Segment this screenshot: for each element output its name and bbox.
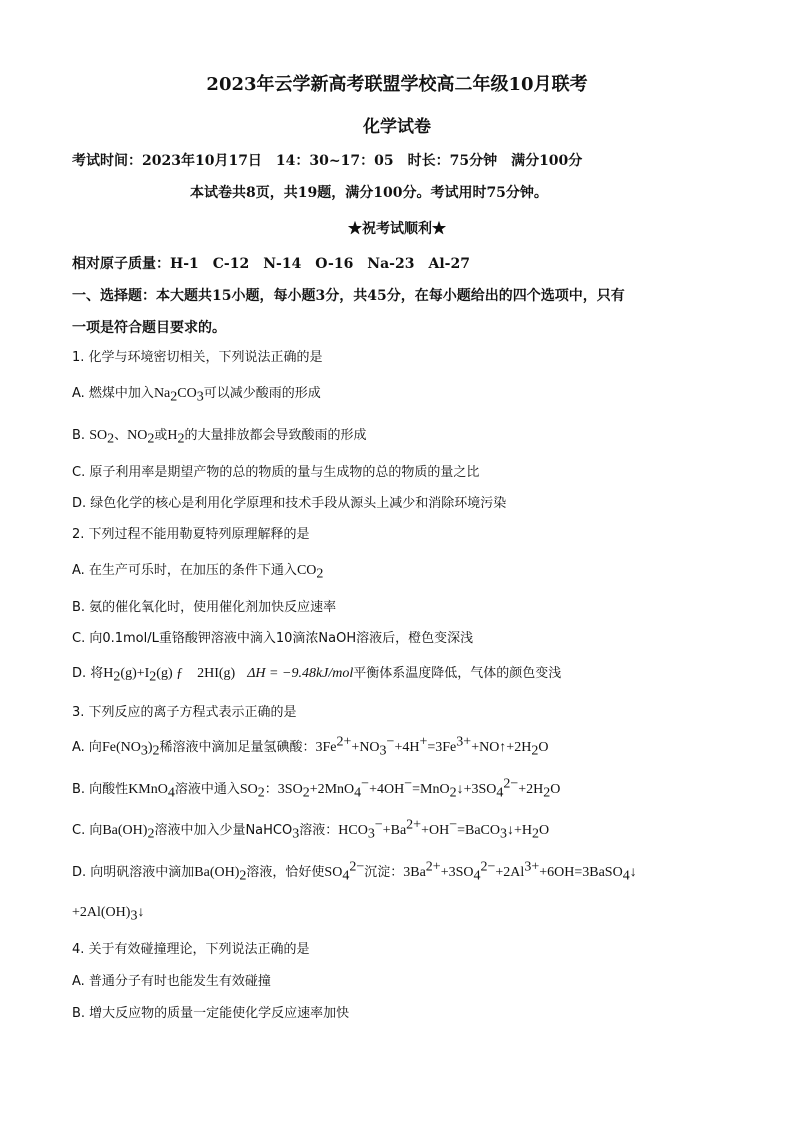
q3-stem: 3. 下列反应的离子方程式表示正确的是	[72, 705, 297, 720]
q2-option-d: D. 将$H_2(g)+I_2(g)$ ƒ 2HI(g) ΔH = −9.48kJ/mol平衡体系温度降低，气体的颜色变浅	[72, 666, 562, 685]
q2-option-b: B. 氨的催化氧化时，使用催化剂加快反应速率	[72, 600, 337, 615]
q3-option-d-continued: $+2Al(OH)_3↓$	[72, 905, 145, 924]
q3-option-c: C. 向$Ba(OH)_2$溶液中加入少量NaHCO$_3$溶液：$HCO_3^-+Ba^{2+}+OH^-=BaCO_3↓+H_2O$	[72, 817, 550, 842]
section-heading-line2: 一项是符合题目要求的。	[72, 320, 226, 336]
q3-option-b: B. 向酸性KMnO$_4$溶液中通入$SO_2$：$3SO_2+2MnO_4^-+4OH^-=MnO_2↓+3SO_4^{2-}+2H_2O$	[72, 776, 561, 801]
blessing: ★祝考试顺利★	[348, 221, 446, 237]
q2-option-c: C. 向0.1mol/L重铬酸钾溶液中滴入10滴浓NaOH溶液后，橙色变深浅	[72, 631, 474, 646]
exam-info: 本试卷共8页，共19题，满分100分。考试用时75分钟。	[190, 185, 548, 201]
q3-option-d: D. 向明矾溶液中滴加$Ba(OH)_2$溶液，恰好使$SO_4^{2-}$沉淀：$3Ba^{2+}+3SO_4^{2-}+2Al^{3+}+6OH=3BaSO_4↓$	[72, 859, 637, 884]
q4-stem: 4. 关于有效碰撞理论，下列说法正确的是	[72, 942, 310, 957]
q1-option-a: A. 燃煤中加入$Na_2CO_3$可以减少酸雨的形成	[72, 386, 321, 405]
q3-option-a: A. 向$Fe(NO_3)_2$稀溶液中滴加足量氢碘酸：$3Fe^{2+}+NO_3^-+4H^+=3Fe^{3+}+NO↑+2H_2O$	[72, 734, 549, 759]
exam-time: 考试时间：2023年10月17日 14：30~17：05 时长：75分钟 满分100分	[72, 153, 583, 169]
q4-option-a: A. 普通分子有时也能发生有效碰撞	[72, 974, 271, 989]
q2-stem: 2. 下列过程不能用勒夏特列原理解释的是	[72, 527, 310, 542]
exam-title: 2023年云学新高考联盟学校高二年级10月联考	[206, 74, 588, 95]
q1-option-b: B. $SO_2$、$NO_2$或$H_2$的大量排放都会导致酸雨的形成	[72, 428, 367, 447]
q1-option-d: D. 绿色化学的核心是利用化学原理和技术手段从源头上减少和消除环境污染	[72, 496, 507, 511]
section-heading-line1: 一、选择题：本大题共15小题，每小题3分，共45分，在每小题给出的四个选项中，只有	[72, 288, 625, 304]
atomic-mass: 相对原子质量：H-1 C-12 N-14 O-16 Na-23 Al-27	[72, 256, 470, 272]
subject-title: 化学试卷	[363, 117, 431, 137]
q4-option-b: B. 增大反应物的质量一定能使化学反应速率加快	[72, 1006, 350, 1021]
q1-option-c: C. 原子利用率是期望产物的总的物质的量与生成物的总的物质的量之比	[72, 465, 480, 480]
q1-stem: 1. 化学与环境密切相关，下列说法正确的是	[72, 350, 323, 365]
q2-option-a: A. 在生产可乐时，在加压的条件下通入$CO_2$	[72, 563, 324, 582]
